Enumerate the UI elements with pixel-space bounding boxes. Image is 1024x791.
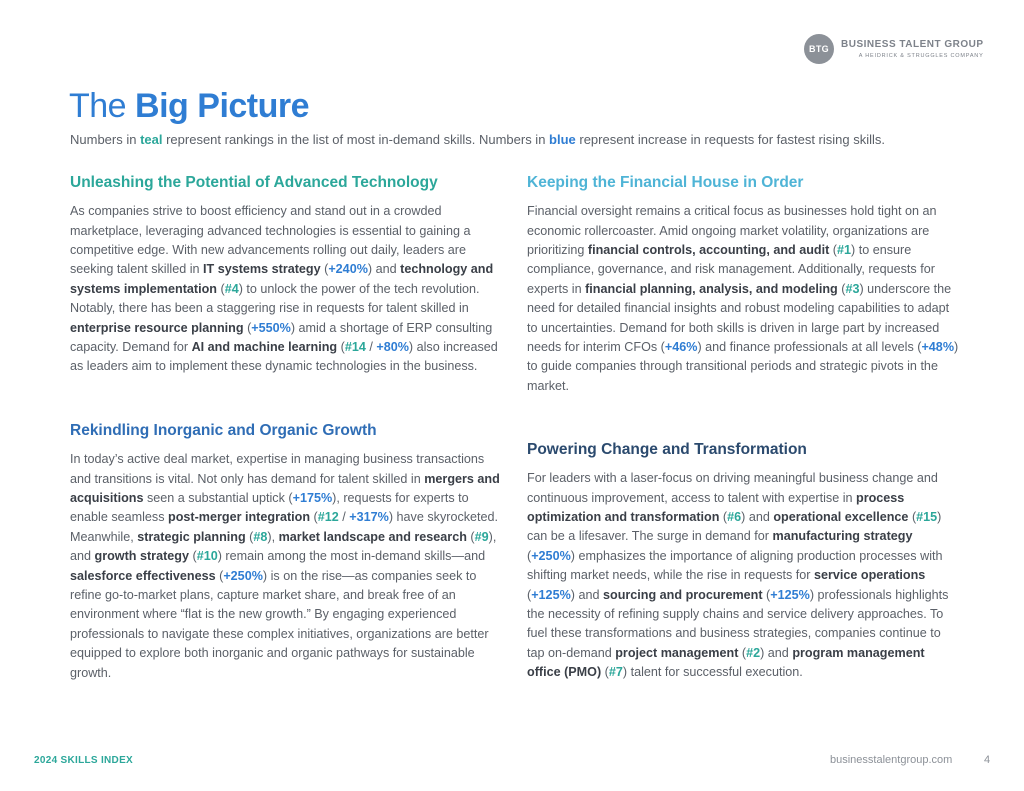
section-heading: Powering Change and Transformation xyxy=(527,441,807,458)
legend-teal: teal xyxy=(140,132,163,147)
section-body: For leaders with a laser-focus on driving meaningful business change and continuous improvement, access to talent with expertise in process optimization and transformation (#6) and operational excellence (#15) can be a lifesaver. The surge in demand for manufacturing strategy (+250%) emphasizes the importance of aligning production processes with shifting market needs, while the rise in requests for service operations (+125%) and sourcing and procurement (+125%) professionals highlights the necessity of refining supply chains and service delivery approaches. To fuel these transformations and business strategies, companies continue to tap on-demand project management (#2) and program management office (PMO) (#7) talent for successful execution. xyxy=(527,471,949,680)
footer-report-label: 2024 SKILLS INDEX xyxy=(34,755,134,766)
section-body: Financial oversight remains a critical focus as businesses hold tight on an economic rollercoaster. Amid ongoing market volatility, organizations are prioritizing financial controls, accounting, and audit (#1) to ensure compliance, governance, and risk management. Additionally, requests for experts in financial planning, analysis, and modeling (#3) underscore the need for detailed financial insights and robust modeling capabilities to adapt to uncertainties. Demand for both skills is driven in large part by increased needs for interim CFOs (+46%) and finance professionals at all levels (+48%) to guide companies through transitional periods and strategic pivots in the market. xyxy=(527,204,959,393)
title-prefix: The xyxy=(69,87,127,125)
section-heading: Keeping the Financial House in Order xyxy=(527,174,804,191)
page-number: 4 xyxy=(984,754,991,766)
logo-tagline: A HEIDRICK & STRUGGLES COMPANY xyxy=(858,53,984,59)
page-title xyxy=(69,86,309,127)
company-logo xyxy=(804,34,984,64)
intro-legend: Numbers in teal represent rankings in the list of most in-demand skills. Numbers in blue represent increase in requests for fastest rising skills. xyxy=(70,132,886,147)
footer-website-link[interactable]: businesstalentgroup.com xyxy=(830,754,953,766)
section-body: As companies strive to boost efficiency and stand out in a crowded marketplace, leveraging advanced technologies is essential to gaining a competitive edge. With new advancements rolling out daily, leaders are seeking talent skilled in IT systems strategy (+240%) and technology and systems implementation (#4) to unlock the power of the tech revolution. Notably, there has been a staggering rise in requests for talent skilled in enterprise resource planning (+550%) amid a shortage of ERP consulting capacity. Demand for AI and machine learning (#14 / +80%) also increased as leaders aim to implement these dynamic technologies in the business. xyxy=(70,204,498,374)
logo-company-name: BUSINESS TALENT GROUP xyxy=(841,39,984,50)
section-inorganic-organic-growth xyxy=(70,421,502,683)
section-change-transformation xyxy=(527,440,959,683)
btg-logo-mark: BTG xyxy=(804,34,834,64)
legend-blue: blue xyxy=(549,132,576,147)
section-body: In today’s active deal market, expertise in managing business transactions and transitions is vital. Not only has demand for talent skilled in mergers and acquisitions seen a substantial uptick (+175%), requests for experts to enable seamless post-merger integration (#12 / +317%) have skyrocketed. Meanwhile, strategic planning (#8), market landscape and research (#9), and growth strategy (#10) remain among the most in-demand skills—and salesforce effectiveness (+250%) is on the rise—as companies seek to refine go-to-market plans, capture market share, and break free of an environment where “flat is the new growth.” By engaging experienced professionals to navigate these complex initiatives, organizations are better equipped to explore both inorganic and organic pathways for sustainable growth. xyxy=(70,452,500,680)
section-advanced-technology xyxy=(70,173,502,377)
title-emphasis: Big Picture xyxy=(135,87,310,125)
section-financial-house xyxy=(527,173,959,396)
section-heading: Rekindling Inorganic and Organic Growth xyxy=(70,422,377,439)
section-heading: Unleashing the Potential of Advanced Technology xyxy=(70,174,438,191)
